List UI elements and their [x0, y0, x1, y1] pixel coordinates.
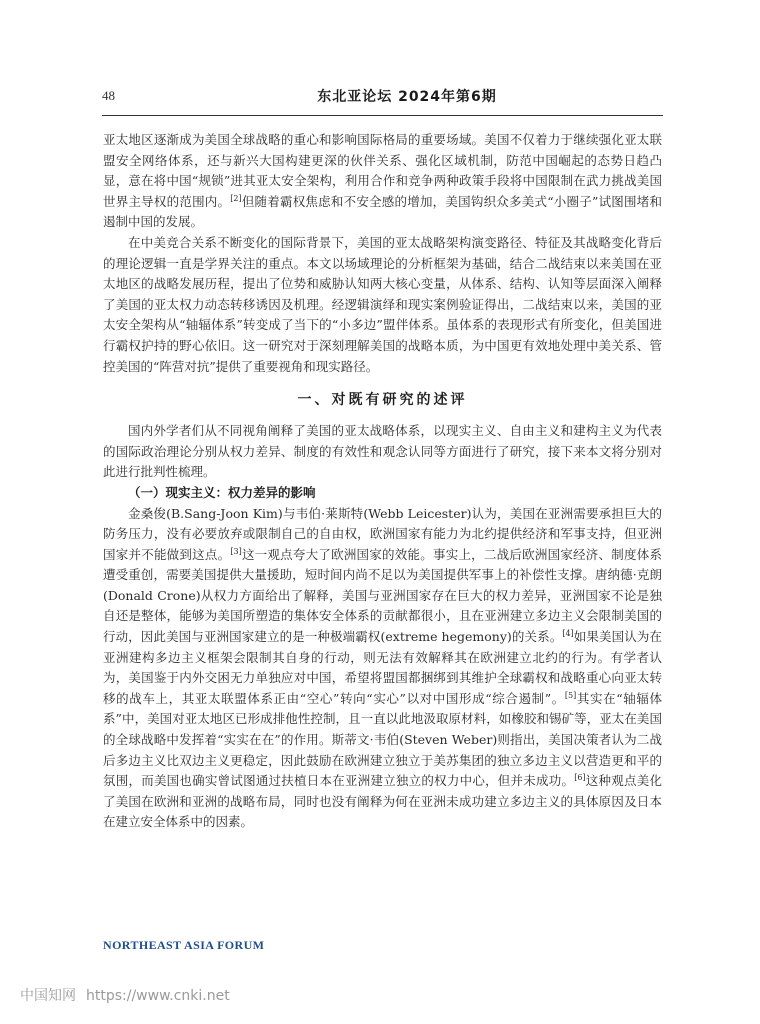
section-heading: 一、对既有研究的述评: [297, 392, 468, 409]
paragraph: [103, 504, 662, 834]
citation: [5]: [564, 690, 577, 700]
page-number: 48: [102, 88, 115, 103]
paragraph: [103, 130, 662, 233]
journal-title: 东北亚论坛 2024年第6期: [317, 89, 497, 105]
article-body: [103, 130, 662, 833]
paragraph-text: 金桑俊(B.Sang-Joon Kim)与韦伯·莱斯特(Webb Leicester)认为，美国在亚洲需要承担巨大的防务压力，没有必要放弃或限制自己的自由权，欧洲国家有能力为北约提供经济和军事支持，但亚洲国家并不能做到这点。: [103, 505, 662, 562]
paragraph-text: 这一观点夸大了欧洲国家的效能。事实上，二战后欧洲国家经济、制度体系遭受重创，需要美国提供大量援助，短时间内尚不足以为美国提供军事上的补偿性支撑。唐纳德·克朗(Donald Crone)从权力方面给出了解释，美国与亚洲国家存在巨大的权力差异，亚洲国家不论是独自还是整体，能够为美国所塑造的集体安全体系的贡献都很小，且在亚洲建立多边主义会限制美国的行动，因此美国与亚洲国家建立的是一种极端霸权(extreme hegemony)的关系。: [103, 546, 662, 645]
paragraph-text: 其实在“轴辐体系”中，美国对亚太地区已形成排他性控制，且一直以此地汲取原材料，如橡胶和锡矿等，亚太在美国的全球战略中发挥着“实实在在”的作用。斯蒂文·韦伯(Steven Weber)则指出，美国决策者认为二战后多边主义比双边主义更稳定，因此鼓励在欧洲建立独立于美苏集团的独立多边主义以营造更和平的氛围，而美国也确实曾试图通过扶植日本在亚洲建立独立的权力中心，但并未成功。: [103, 690, 662, 789]
citation: [6]: [574, 773, 586, 783]
citation: [3]: [230, 546, 242, 556]
paragraph: 在中美竞合关系不断变化的国际背景下，美国的亚太战略架构演变路径、特征及其战略变化背后的理论逻辑一直是学界关注的重点。本文以场域理论的分析框架为基础，结合二战结束以来美国在亚太地区的战略发展历程，提出了位势和威胁认知两大核心变量，从体系、结构、认知等层面深入阐释了美国的亚太权力动态转移诱因及机理。经逻辑演绎和现实案例验证得出，二战结束以来，美国的亚太安全架构从“轴辐体系”转变成了当下的“小多边”盟伴体系。虽体系的表现形式有所变化，但美国进行霸权护持的野心依旧。这一研究对于深刻理解美国的战略本质，为中国更有效地处理中美关系、管控美国的“阵营对抗”提供了重要视角和现实路径。: [103, 234, 662, 374]
paragraph-text: 但随着霸权焦虑和不安全感的增加，美国钩织众多美式“小圈子”试图围堵和遏制中国的发展。: [103, 193, 662, 230]
cnki-watermark: [20, 985, 230, 1005]
footer-journal-title: NORTHEAST ASIA FORUM: [103, 938, 265, 952]
watermark-url[interactable]: https://www.cnki.net: [86, 988, 230, 1004]
subsection-heading: （一）现实主义：权力差异的影响: [128, 484, 316, 500]
citation: [4]: [562, 628, 574, 638]
paragraph: 国内外学者们从不同视角阐释了美国的亚太战略体系，以现实主义、自由主义和建构主义为代表的国际政治理论分别从权力差异、制度的有效性和观念认同等方面进行了研究，接下来本文将分别对此进行批判性梳理。: [103, 423, 662, 480]
paragraph-text: 如果美国认为在亚洲建构多边主义框架会限制其自身的行动，则无法有效解释其在欧洲建立北约的行为。有学者认为，美国鉴于内外交困无力单独应对中国，希望将盟国都捆绑到其维护全球霸权和战略重心向亚太转移的战车上，其亚太联盟体系正由“空心”转向“实心”以对中国形成“综合遏制”。: [103, 629, 662, 706]
watermark-brand: 中国知网: [20, 988, 76, 1004]
paragraph-text: 这种观点美化了美国在欧洲和亚洲的战略布局，同时也没有阐释为何在亚洲未成功建立多边主义的具体原因及日本在建立安全体系中的因素。: [103, 773, 662, 830]
page-header: [102, 86, 662, 110]
header-rule: [102, 115, 663, 116]
citation: [2]: [230, 193, 242, 203]
paragraph-text: 亚太地区逐渐成为美国全球战略的重心和影响国际格局的重要场域。美国不仅着力于继续强化亚太联盟安全网络体系，还与新兴大国构建更深的伙伴关系、强化区域机制，防范中国崛起的态势日趋凸显，意在将中国“规锁”进其亚太安全架构，利用合作和竞争两种政策手段将中国限制在武力挑战美国世界主导权的范围内。: [103, 132, 662, 209]
